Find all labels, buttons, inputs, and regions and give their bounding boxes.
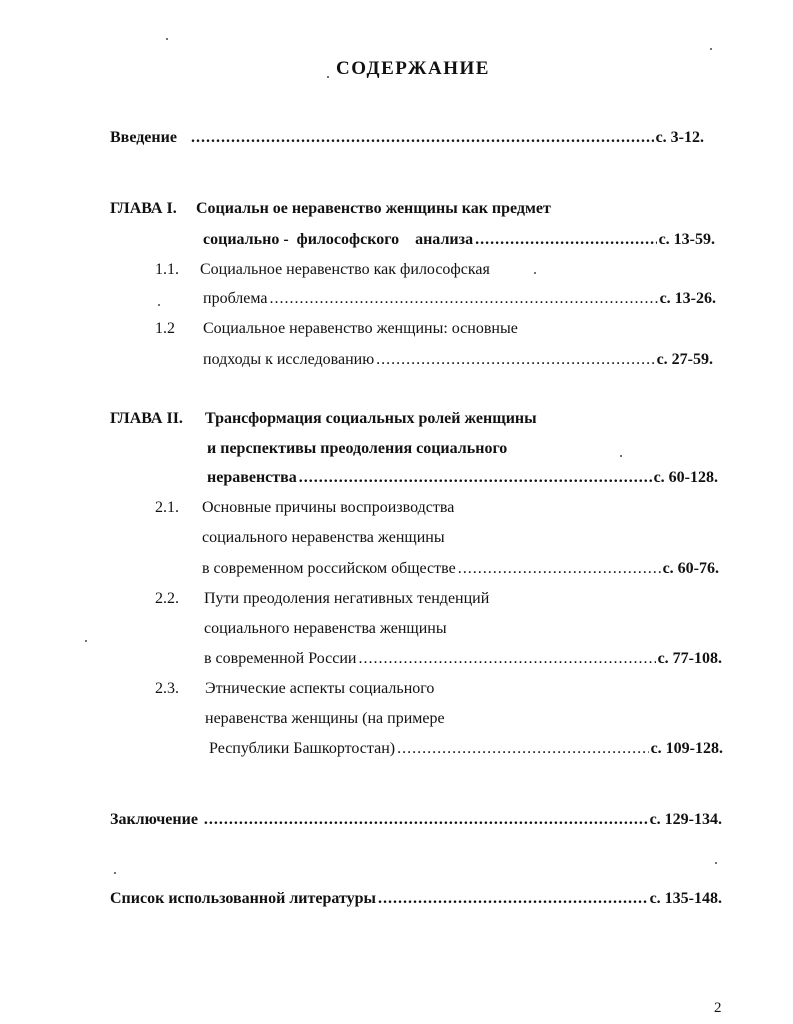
section-number: 1.2 [155, 320, 175, 337]
section-number: 2.2. [155, 590, 179, 607]
chapter2-title-line2: и перспективы преодоления социального [207, 440, 508, 457]
chapter1-heading: ГЛАВА I. [110, 200, 177, 217]
toc-entry-page: с. 135-148. [649, 890, 722, 907]
chapter2-title-line1: Трансформация социальных ролей женщины [205, 410, 537, 427]
section-title-line1: Основные причины воспроизводства [202, 499, 455, 516]
toc-entry-page: с. 60-76. [662, 560, 719, 577]
section-number: 1.1. [155, 261, 179, 278]
section-title-line3: в современном российском обществе [202, 560, 456, 577]
toc-entry-label: Список использованной литературы [110, 890, 376, 907]
section-title-line2: проблема [203, 290, 268, 307]
toc-entry-intro [110, 128, 704, 148]
toc-entry-section-1-2 [203, 350, 713, 370]
section-title-line1: Пути преодоления негативных тенденций [204, 590, 490, 607]
toc-entry-page: с. 13-26. [659, 290, 716, 307]
toc-leader-dots [191, 128, 654, 148]
toc-entry-page: с. 60-128. [653, 469, 718, 486]
toc-entry-section-1-1 [203, 289, 716, 309]
toc-entry-page: с. 13-59. [658, 231, 715, 248]
scan-speck [715, 862, 717, 864]
section-number: 2.1. [155, 499, 179, 516]
toc-entry-label: Заключение [110, 811, 198, 828]
toc-entry-page: с. 27-59. [656, 351, 713, 368]
toc-leader-dots [376, 350, 654, 370]
toc-entry-section-2-3 [209, 739, 723, 759]
scan-speck [158, 304, 160, 306]
section-title-line2: социального неравенства женщины [204, 620, 447, 637]
section-title-line1: Этнические аспекты социального [205, 680, 435, 697]
toc-entry-chapter1 [203, 230, 715, 250]
scan-speck [114, 872, 116, 874]
section-title-line2: неравенства женщины (на примере [205, 710, 445, 727]
toc-leader-dots [397, 739, 648, 759]
section-title-line2: подходы к исследованию [203, 351, 375, 368]
section-title-line3: в современной России [204, 650, 357, 667]
toc-entry-page: с. 129-134. [649, 811, 722, 828]
section-title-line1: Социальное неравенство как философская [200, 261, 490, 278]
toc-leader-dots [204, 810, 648, 830]
toc-leader-dots [458, 559, 661, 579]
scan-speck [85, 640, 87, 642]
scan-speck [166, 38, 168, 40]
toc-entry-bibliography [110, 889, 722, 909]
section-number: 2.3. [155, 680, 179, 697]
chapter1-title-line2: социально - философского анализа [203, 231, 474, 248]
scan-speck [534, 272, 536, 274]
toc-leader-dots [475, 230, 657, 250]
section-title-line2: социального неравенства женщины [202, 529, 445, 546]
toc-entry-page: с. 109-128. [650, 740, 723, 757]
chapter1-title-line1: Социальн ое неравенство женщины как предмет [196, 200, 551, 217]
toc-leader-dots [378, 889, 648, 909]
section-title-line3: Республики Башкортостан) [209, 740, 396, 757]
section-title-line1: Социальное неравенство женщины: основные [203, 320, 518, 337]
toc-entry-label: Введение [110, 129, 177, 146]
scan-speck [620, 455, 622, 457]
toc-entry-page: с. 3-12. [655, 129, 704, 146]
page-title: СОДЕРЖАНИЕ [336, 58, 490, 79]
toc-entry-chapter2 [207, 468, 718, 488]
toc-entry-section-2-1 [202, 559, 719, 579]
toc-entry-section-2-2 [204, 649, 722, 669]
chapter2-title-line3: неравенства [207, 469, 297, 486]
toc-leader-dots [358, 649, 655, 669]
toc-leader-dots [299, 468, 652, 488]
toc-entry-page: с. 77-108. [657, 650, 722, 667]
scan-speck [327, 76, 329, 78]
toc-leader-dots [270, 289, 658, 309]
page-number: 2 [714, 1000, 722, 1016]
chapter2-heading: ГЛАВА II. [110, 410, 183, 427]
toc-entry-conclusion [110, 810, 722, 830]
scan-speck [710, 48, 712, 50]
